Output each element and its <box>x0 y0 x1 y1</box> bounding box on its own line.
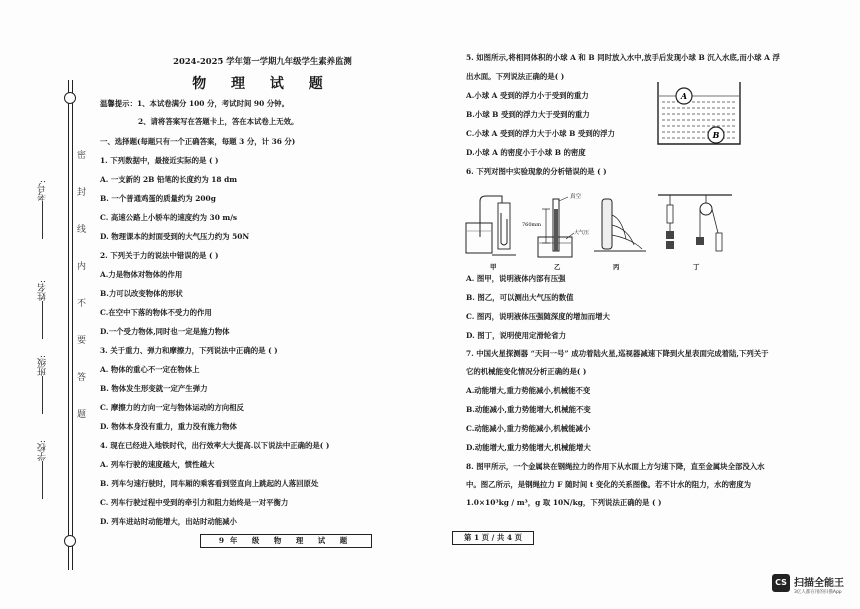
figure-jia <box>466 196 516 255</box>
label-760mm: 760mm <box>522 222 542 228</box>
page-number: 第 1 页 / 共 4 页 <box>452 531 534 545</box>
exam-title: 2024-2025 学年第一学期九年级学生素养监测 <box>173 56 352 66</box>
subject-title: 物 理 试 题 <box>192 76 333 92</box>
figure-ding <box>658 195 732 251</box>
question-5-cont: 出水面。下列说法正确的是( ) <box>466 72 565 81</box>
binding-hole <box>64 535 76 547</box>
question-5-option-c: C.小球 A 受到的浮力大于小球 B 受到的浮力 <box>466 129 615 138</box>
question-8-cont-1: 中。图乙所示，是钢绳拉力 F 随时间 t 变化的关系图像。若不计水的阻力，水的密度为 <box>466 480 752 489</box>
question-2-option-b: B.力可以改变物体的形状 <box>100 289 183 298</box>
question-3: 3. 关于重力、弹力和摩擦力，下列说法中正确的是 ( ) <box>100 346 278 355</box>
question-6-option-b: B. 图乙，可以测出大气压的数值 <box>466 293 574 302</box>
experiment-figures <box>462 193 737 263</box>
notice-line-1: 温馨提示：1、本试卷满分 100 分，考试时间 90 分钟。 <box>100 99 289 108</box>
question-4-option-d: D. 列车进站时动能增大，出站时动能减小 <box>100 517 237 526</box>
question-7-cont: 它的机械能变化情况分析正确的是( ) <box>466 367 587 376</box>
camscanner-icon: CS <box>772 574 790 592</box>
watermark-name: 扫描全能王 <box>794 578 844 589</box>
question-2-option-a: A.力是物体对物体的作用 <box>100 270 183 279</box>
question-6-option-c: C. 图丙，说明液体压强随深度的增加而增大 <box>466 312 610 321</box>
question-3-option-b: B. 物体发生形变就一定产生弹力 <box>100 384 208 393</box>
question-1-option-b: B. 一个普通鸡蛋的质量约为 200g <box>100 194 216 203</box>
question-1-option-c: C. 高速公路上小轿车的速度约为 30 m/s <box>100 213 238 222</box>
watermark-tagline: 3亿人都在用的扫描App <box>794 590 842 595</box>
question-3-option-d: D. 物体本身没有重力，重力没有施力物体 <box>100 422 237 431</box>
question-3-option-c: C. 摩擦力的方向一定与物体运动的方向相反 <box>100 403 244 412</box>
question-5-option-d: D.小球 A 的密度小于小球 B 的密度 <box>466 148 586 157</box>
binding-margin <box>28 30 88 590</box>
floating-balls-figure <box>656 78 742 148</box>
ball-b-label: B <box>712 130 720 140</box>
label-vacuum: 真空 <box>570 194 582 200</box>
seal-line-text: 密封线内不要答题 <box>75 150 85 446</box>
figure-label-jia: 甲 <box>490 263 497 271</box>
question-6: 6. 下列对图中实验现象的分析错误的是 ( ) <box>466 167 607 176</box>
figure-label-yi: 乙 <box>554 263 561 271</box>
margin-line <box>68 80 69 570</box>
question-6-option-a: A. 图甲，说明液体内部有压强 <box>466 274 566 283</box>
scanner-watermark <box>772 572 856 602</box>
question-5: 5. 如图所示,将相同体积的小球 A 和 B 同时放入水中,放手后发现小球 B 沉入水底,而小球 A 浮 <box>466 53 780 62</box>
ball-a-label: A <box>680 91 688 101</box>
notice-line-2: 2、请将答案写在答题卡上，答在本试卷上无效。 <box>138 117 299 126</box>
question-7: 7. 中国火星探测器 “天问一号” 成功着陆火星,巡视器减速下降到火星表面完成着陆,下列关于 <box>466 349 769 358</box>
question-8: 8. 图甲所示，一个金属块在钢绳拉力的作用下从水面上方匀速下降，直至金属块全部没入水 <box>466 462 765 471</box>
question-4-option-a: A. 列车行驶的速度越大，惯性越大 <box>100 460 215 469</box>
question-4-option-b: B. 列车匀速行驶时，同车厢的乘客看到竖直向上跳起的人落回原处 <box>100 479 319 488</box>
question-2: 2. 下列关于力的说法中错误的是 ( ) <box>100 251 219 260</box>
question-7-option-a: A.动能增大,重力势能减小,机械能不变 <box>466 386 591 395</box>
question-7-option-c: C.动能减小,重力势能减小,机械能减小 <box>466 424 591 433</box>
class-field: 班级: <box>36 355 49 414</box>
question-6-option-d: D. 图丁，说明使用定滑轮省力 <box>466 331 566 340</box>
question-1: 1. 下列数据中，最接近实际的是 ( ) <box>100 156 219 165</box>
figure-yi <box>522 193 589 257</box>
question-7-option-b: B.动能减小,重力势能增大,机械能不变 <box>466 405 591 414</box>
section-heading: 一、选择题(每题只有一个正确答案，每题 3 分，计 36 分) <box>100 137 296 146</box>
question-4: 4. 现在已经进入地铁时代，出行效率大大提高.以下说法中正确的是( ) <box>100 441 330 450</box>
left-footer: 9年 级 物 理 试 题 <box>200 534 372 548</box>
figure-label-bing: 丙 <box>613 263 620 271</box>
figure-label-ding: 丁 <box>693 263 700 271</box>
school-field: 学校: <box>36 440 49 499</box>
question-4-option-c: C. 列车行驶过程中受到的牵引力和阻力始终是一对平衡力 <box>100 498 289 507</box>
binding-hole <box>64 92 76 104</box>
margin-line <box>72 80 73 570</box>
question-1-option-d: D. 物理课本的封面受到的大气压力约为 50N <box>100 232 250 241</box>
question-2-option-d: D.一个受力物体,同时也一定是施力物体 <box>100 327 230 336</box>
question-5-option-b: B.小球 B 受到的浮力大于受到的重力 <box>466 110 590 119</box>
label-atmosphere: 大气压 <box>574 230 590 236</box>
question-7-option-d: D.动能增大,重力势能增大,机械能增大 <box>466 443 591 452</box>
question-1-option-a: A. 一支新的 2B 铅笔的长度约为 18 dm <box>100 175 238 184</box>
question-8-cont-2: 1.0×10³kg / m³，g 取 10N/kg，下列说法正确的是 ( ) <box>466 498 662 507</box>
question-5-option-a: A.小球 A 受到的浮力小于受到的重力 <box>466 91 589 100</box>
question-2-option-c: C.在空中下落的物体不受力的作用 <box>100 308 212 317</box>
figure-bing <box>594 199 646 251</box>
question-3-option-a: A. 物体的重心不一定在物体上 <box>100 365 200 374</box>
name-field: 姓名: <box>36 280 49 339</box>
exam-number-field: 考号: <box>36 180 49 239</box>
